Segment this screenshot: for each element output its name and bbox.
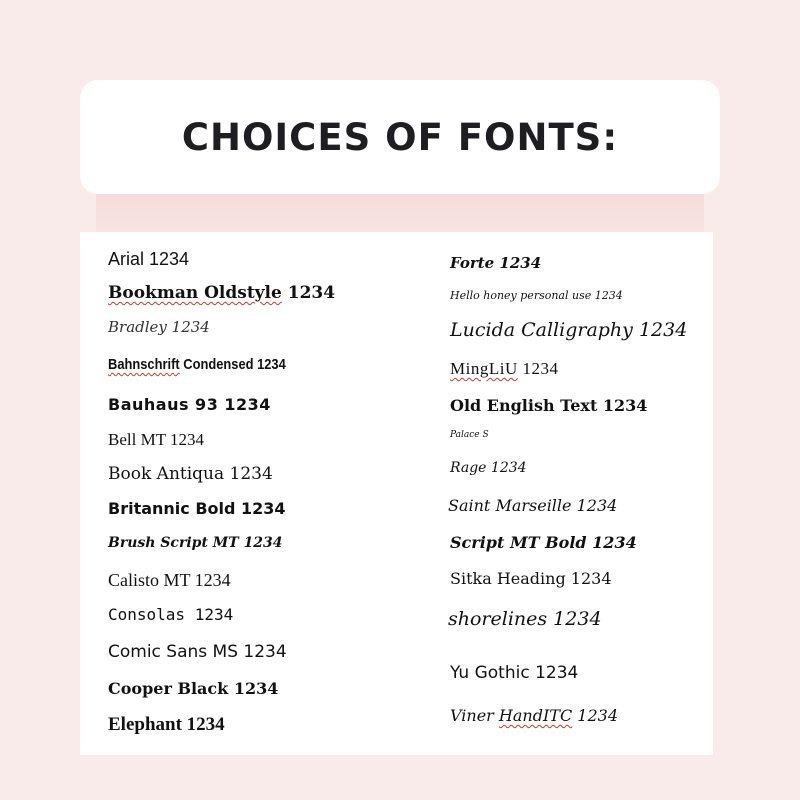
font-sample-book-antiqua: Book Antiqua 1234: [108, 464, 273, 484]
spell-check-word: HandITC: [498, 706, 573, 725]
font-sample-mingliu: MingLiU 1234: [450, 359, 559, 378]
font-sample-yu-gothic: Yu Gothic 1234: [450, 663, 579, 683]
font-sample-palace-script: Palace S: [450, 430, 489, 440]
font-sample-panel: [80, 232, 713, 755]
font-sample-brush-script-mt: Brush Script MT 1234: [108, 535, 283, 551]
spell-check-word: Bookman Oldstyle: [108, 283, 282, 303]
font-sample-rage: Rage 1234: [450, 460, 527, 476]
font-sample-hello-honey: Hello honey personal use 1234: [450, 289, 623, 302]
page-title: CHOICES OF FONTS:: [181, 115, 619, 159]
font-sample-old-english-text: Old English Text 1234: [450, 396, 648, 415]
font-sample-arial: Arial 1234: [108, 249, 190, 269]
font-sample-saint-marseille: Saint Marseille 1234: [448, 496, 618, 515]
font-sample-cooper-black: Cooper Black 1234: [108, 679, 279, 698]
font-sample-forte: Forte 1234: [450, 254, 542, 272]
font-sample-shorelines: shorelines 1234: [448, 608, 602, 630]
font-sample-comic-sans-ms: Comic Sans MS 1234: [108, 642, 287, 662]
font-sample-bahnschrift-condensed: Bahnschrift Condensed 1234: [108, 356, 286, 373]
font-sample-viner-hand-itc: Viner HandITC 1234: [450, 706, 618, 725]
spell-check-word: Bahnschrift: [108, 356, 180, 373]
font-sample-script-mt-bold: Script MT Bold 1234: [450, 533, 637, 552]
font-sample-bookman-oldstyle: Bookman Oldstyle 1234: [108, 283, 336, 303]
font-sample-consolas: Consolas 1234: [108, 605, 234, 624]
font-sample-sitka-heading: Sitka Heading 1234: [450, 569, 612, 588]
font-sample-bell-mt: Bell MT 1234: [108, 430, 205, 449]
spell-check-word: MingLiU: [450, 359, 518, 378]
font-sample-bauhaus-93: Bauhaus 93 1234: [108, 395, 271, 414]
title-card: [80, 80, 720, 194]
font-sample-britannic-bold: Britannic Bold 1234: [108, 499, 286, 518]
font-sample-lucida-calligraphy: Lucida Calligraphy 1234: [450, 319, 688, 341]
font-sample-elephant: Elephant 1234: [108, 714, 225, 735]
card-shadow: [96, 194, 704, 232]
font-sample-bradley: Bradley 1234: [108, 318, 210, 336]
font-sample-calisto-mt: Calisto MT 1234: [108, 570, 231, 590]
